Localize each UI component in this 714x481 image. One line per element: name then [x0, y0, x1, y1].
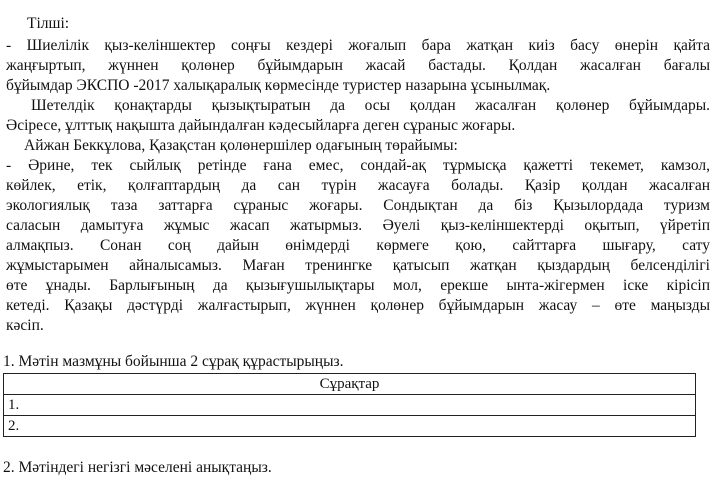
question-1: 1. Мәтін мазмұны бойынша 2 сұрақ құрастырыңыз.: [3, 353, 344, 370]
text-line-9: экологиялық таза заттарға сұраныс жоғары. Сондықтан да біз Қызылордада туризм: [6, 197, 710, 214]
text-line-14: кетеді. Қазақы дәстүрді жалғастырып, жүннен қолөнер бұйымдарын жасау – өте маңызды: [6, 297, 710, 314]
correspondent-label: Тілші:: [27, 15, 70, 32]
text-line-4: Шетелдік қонақтарды қызықтыратын да осы қолдан жасалған қолөнер бұйымдары.: [31, 97, 710, 114]
answer-cell-2[interactable]: 2.: [4, 416, 696, 437]
text-line-13: өте ұнады. Барлығының да қызығушылықтары мол, ерекше ынта-жігермен іске кірісіп: [6, 277, 710, 294]
table-header-cell: Сұрақтар: [4, 374, 696, 395]
text-line-5: Әсіресе, ұлттық нақышта дайындалған кәдесыйларға деген сұраныс жоғары.: [6, 117, 516, 134]
answer-cell-1[interactable]: 1.: [4, 395, 696, 416]
interviewee-heading: Айжан Беккұлова, Қазақстан қолөнершілер одағының төрайымы:: [24, 137, 458, 154]
text-line-2: жаңғыртып, жүннен қолөнер бұйымдарын жасай бастады. Қолдан жасалған бағалы: [6, 57, 710, 74]
text-line-12: жұмыстарымен айналысамыз. Маған тренингке қатысып жатқан қыздардың белсенділігі: [6, 257, 710, 274]
text-line-15: кәсіп.: [6, 317, 44, 334]
text-line-10: саласын дамытуға жұмыс жасап жатырмыз. Әуелі қыз-келіншектерді оқытып, үйретіп: [6, 217, 710, 234]
table-row: [4, 395, 696, 416]
table-header-row: [4, 374, 696, 395]
questions-table: [3, 373, 696, 437]
text-line-11: алмақпыз. Сонан соң дайын өнімдерді көрмеге қою, сайттарға шығару, сату: [6, 237, 710, 254]
text-line-1: - Шиелілік қыз-келіншектер соңғы кездері жоғалып бара жатқан киіз басу өнерін қайта: [6, 37, 710, 54]
text-line-3: бұйымдар ЭКСПО -2017 халықаралық көрмесінде туристер назарына ұсынылмақ.: [6, 77, 551, 94]
question-2: 2. Мәтіндегі негізгі мәселені анықтаңыз.: [3, 459, 272, 476]
text-line-8: көйлек, етік, қолғаптардың да сан түрін жасауға болады. Қазір қолдан жасалған: [6, 177, 710, 194]
text-line-7: - Әрине, тек сыйлық ретінде ғана емес, сондай-ақ тұрмысқа қажетті текемет, камзол,: [6, 157, 710, 174]
table-row: [4, 416, 696, 437]
